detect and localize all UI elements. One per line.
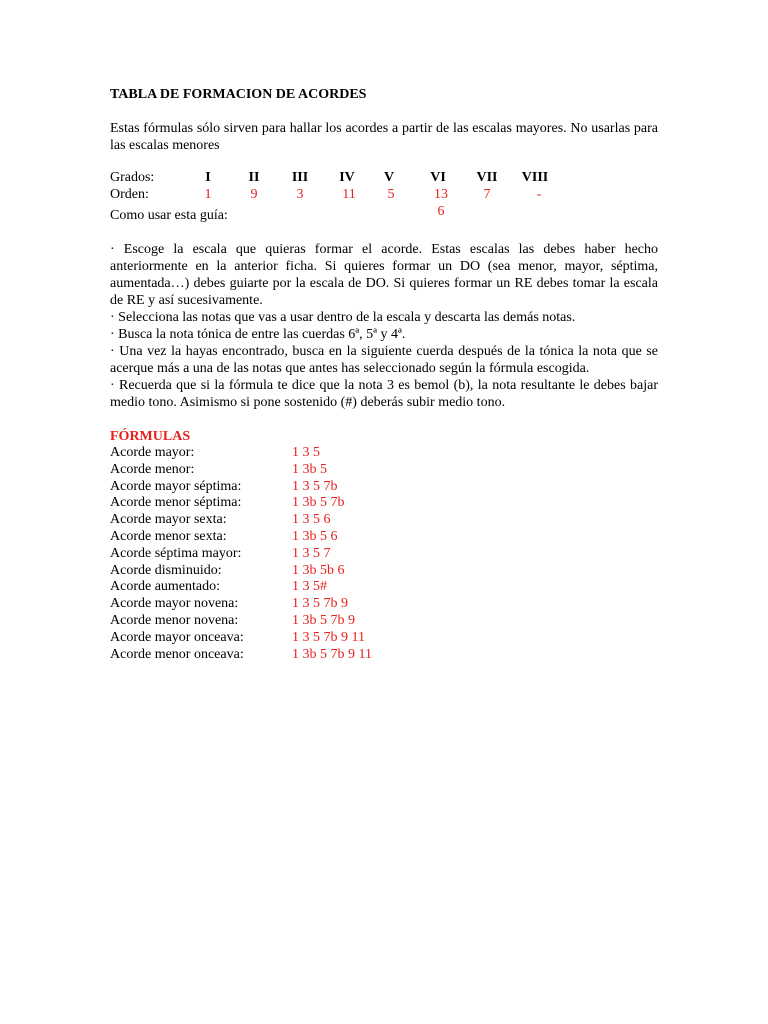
formula-row [110,596,658,613]
grado-cell: II [248,170,260,185]
formula-name: Acorde aumentado: [110,579,221,595]
formula-row [110,529,658,546]
instruction-item: · Selecciona las notas que vas a usar dentro de la escala y descarta las demás notas. [110,310,576,325]
instruction-item: · Busca la nota tónica de entre las cuerdas 6ª, 5ª y 4ª. [110,327,406,342]
grado-cell: VI [430,170,446,185]
orden-extra-row [110,203,658,220]
orden-cell: 13 [434,187,448,202]
formula-name: Acorde menor: [110,461,195,477]
formula-name: Acorde mayor séptima: [110,478,242,494]
formula-value: 1 3 5# [292,579,327,595]
orden-cell: 5 [387,187,395,202]
formula-value: 1 3b 5 7b 9 [292,612,355,628]
document-title: TABLA DE FORMACION DE ACORDES [110,87,367,102]
orden-cell: 7 [483,187,491,202]
grado-cell: V [383,170,395,185]
formula-row [110,495,658,512]
formulas-heading: FÓRMULAS [110,429,191,444]
formula-name: Acorde menor novena: [110,612,239,628]
instruction-item: · Una vez la hayas encontrado, busca en la siguiente cuerda después de la tónica la nota que se acerque más a una de las notas que antes has seleccionado según la fórmula escogida. [110,344,658,376]
grado-cell: VIII [521,170,549,185]
grado-cell: VII [476,170,498,185]
instruction-item: · Escoge la escala que quieras formar el acorde. Estas escalas las debes haber hecho anteriormente en la anterior ficha. Si quieres formar un DO (sea menor, mayor, séptima, aumentada…) debes guiarte por la escala de DO. Si quieres formar un RE debes tomar la escala de RE y así sucesivamente. [110,242,658,308]
formula-row [110,546,658,563]
orden-cell: 11 [342,187,356,202]
grado-cell: I [205,170,211,185]
formula-value: 1 3 5 7b 9 11 [292,629,365,645]
formula-value: 1 3 5 7 [292,545,331,561]
orden-row [110,186,658,203]
formula-value: 1 3 5 [292,445,320,460]
orden-extra-cell: 6 [437,204,445,219]
formula-row [110,512,658,529]
orden-cell: 1 [204,187,212,202]
instruction-item: · Recuerda que si la fórmula te dice que la nota 3 es bemol (b), la nota resultante le debes bajar medio tono. Asimismo si pone sostenido (#) deberás subir medio tono. [110,378,658,410]
grados-label: Grados: [110,170,155,185]
formula-row [110,479,658,496]
formula-name: Acorde séptima mayor: [110,545,242,561]
document-page [110,86,658,663]
orden-cell: 3 [296,187,304,202]
orden-cell: - [536,187,542,202]
formula-row [110,462,658,479]
formula-value: 1 3b 5 [292,461,327,477]
formula-value: 1 3b 5 7b [292,495,345,511]
instructions-list [110,241,658,411]
orden-label: Orden: [110,187,149,202]
formula-value: 1 3 5 7b 9 [292,596,348,612]
formula-row [110,563,658,580]
formula-name: Acorde menor séptima: [110,495,242,511]
formula-value: 1 3b 5 7b 9 11 [292,646,372,662]
formula-name: Acorde menor onceava: [110,646,244,662]
formula-name: Acorde mayor: [110,445,195,460]
formula-row [110,445,658,462]
formula-value: 1 3b 5 6 [292,528,338,544]
formula-row [110,579,658,596]
grado-cell: IV [339,170,355,185]
formula-name: Acorde menor sexta: [110,528,227,544]
formula-value: 1 3b 5b 6 [292,562,345,578]
intro-paragraph: Estas fórmulas sólo sirven para hallar los acordes a partir de las escalas mayores. No usarlas para las escalas menores [110,121,658,153]
formula-name: Acorde mayor novena: [110,596,239,612]
formulas-list [110,445,658,663]
formula-name: Acorde mayor onceava: [110,629,244,645]
formula-row [110,647,658,664]
grado-cell: III [291,170,309,185]
formula-name: Acorde mayor sexta: [110,512,227,528]
grados-row [110,169,658,186]
formula-row [110,613,658,630]
formula-value: 1 3 5 7b [292,478,338,494]
formula-row [110,630,658,647]
formula-name: Acorde disminuido: [110,562,222,578]
formula-value: 1 3 5 6 [292,512,331,528]
orden-cell: 9 [250,187,258,202]
howto-label: Como usar esta guía: [110,208,228,223]
